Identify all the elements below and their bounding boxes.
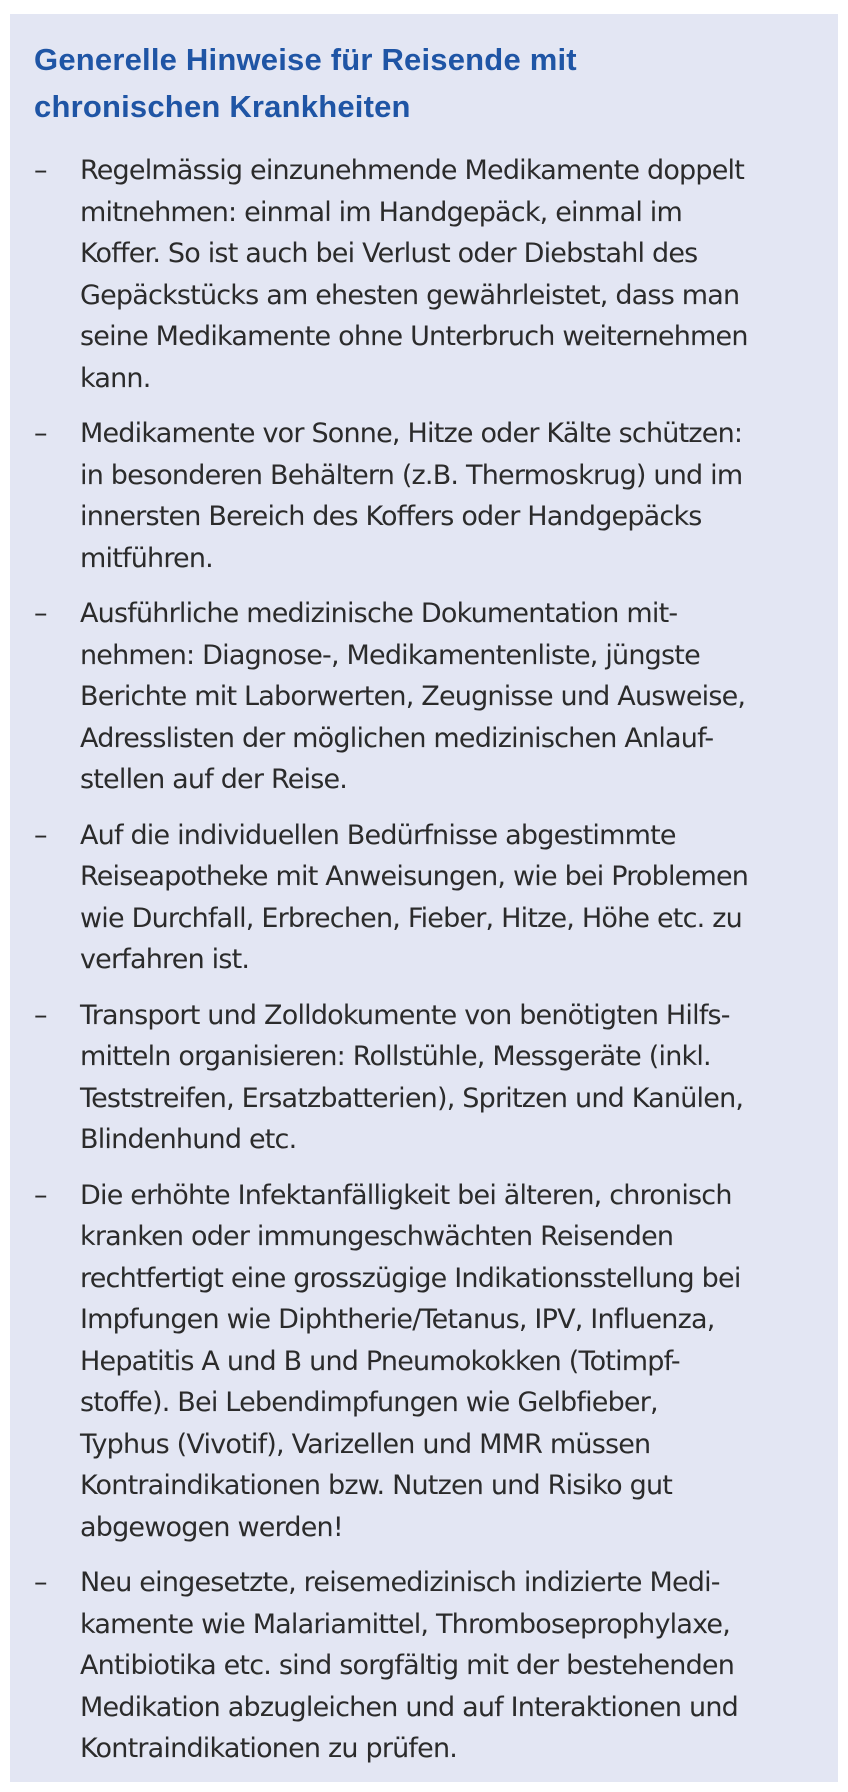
title-line: chronischen Krankheiten xyxy=(34,89,411,124)
item-line: Teststreifen, Ersatzbatterien), Spritzen und Kanülen, xyxy=(80,1082,744,1114)
item-line: Koffer. So ist auch bei Verlust oder Diebstahl des xyxy=(80,238,698,269)
item-line: wie Durchfall, Erbrechen, Fieber, Hitze, Höhe etc. zu xyxy=(80,902,742,934)
item-line: kann. xyxy=(80,362,151,394)
item-line: – Regelmässig einzunehmende Medikamente doppelt xyxy=(80,155,745,186)
item-line: Blindenhund etc. xyxy=(80,1124,297,1155)
hint-list xyxy=(34,150,810,1770)
item-line: Typhus (Vivotif), Varizellen und MMR müssen xyxy=(80,1428,651,1460)
list-item xyxy=(34,150,810,399)
item-line: Antibiotika etc. sind sorgfältig mit der bestehenden xyxy=(80,1650,735,1681)
item-line: abgewogen werden! xyxy=(80,1511,343,1543)
item-line: mitnehmen: einmal im Handgepäck, einmal im xyxy=(80,196,683,228)
item-line: Hepatitis A und B und Pneumokokken (Totimpf- xyxy=(80,1345,680,1377)
item-line: Kontraindikationen bzw. Nutzen und Risiko gut xyxy=(80,1470,673,1501)
item-line: innersten Bereich des Koffers oder Handgepäcks xyxy=(80,501,702,532)
item-line: Kontraindikationen zu prüfen. xyxy=(80,1733,458,1764)
item-line: – Transport und Zolldokumente von benötigten Hilfs- xyxy=(80,999,730,1031)
item-line: seine Medikamente ohne Unterbruch weiternehmen xyxy=(80,321,748,352)
item-line: mitführen. xyxy=(80,542,213,574)
info-box xyxy=(10,14,838,1782)
box-title xyxy=(34,36,810,130)
list-item xyxy=(34,593,810,801)
item-line: kamente wie Malariamittel, Thromboseprophylaxe, xyxy=(80,1608,731,1640)
item-line: – Auf die individuellen Bedürfnisse abgestimmte xyxy=(80,819,676,851)
item-line: – Neu eingesetzte, reisemedizinisch indizierte Medi- xyxy=(80,1567,720,1598)
title-line: Generelle Hinweise für Reisende mit xyxy=(34,42,577,77)
item-line: verfahren ist. xyxy=(80,944,250,975)
item-line: Reiseapotheke mit Anweisungen, wie bei Problemen xyxy=(80,861,749,892)
item-line: Medikation abzugleichen und auf Interaktionen und xyxy=(80,1691,738,1723)
list-item xyxy=(34,995,810,1161)
item-line: kranken oder immungeschwächten Reisenden xyxy=(80,1221,674,1252)
list-item xyxy=(34,815,810,981)
item-line: rechtfertigt eine grosszügige Indikationsstellung bei xyxy=(80,1262,741,1294)
item-line: stellen auf der Reise. xyxy=(80,764,348,795)
list-item xyxy=(34,1175,810,1549)
item-line: – Medikamente vor Sonne, Hitze oder Kälte schützen: xyxy=(80,418,743,449)
item-line: in besonderen Behältern (z.B. Thermoskrug) und im xyxy=(80,459,743,491)
item-line: Adresslisten der möglichen medizinischen Anlauf- xyxy=(80,722,714,754)
item-line: mitteln organisieren: Rollstühle, Messgeräte (inkl. xyxy=(80,1041,711,1072)
item-line: – Ausführliche medizinische Dokumentation mit- xyxy=(80,598,678,629)
list-item xyxy=(34,413,810,579)
item-line: Impfungen wie Diphtherie/Tetanus, IPV, Influenza, xyxy=(80,1304,715,1335)
item-line: Gepäckstücks am ehesten gewährleistet, dass man xyxy=(80,279,740,311)
list-item xyxy=(34,1562,810,1770)
item-line: – Die erhöhte Infektanfälligkeit bei älteren, chronisch xyxy=(80,1179,732,1211)
item-line: stoffe). Bei Lebendimpfungen wie Gelbfieber, xyxy=(80,1387,658,1418)
item-line: Berichte mit Laborwerten, Zeugnisse und Ausweise, xyxy=(80,681,746,712)
item-line: nehmen: Diagnose-, Medikamentenliste, jüngste xyxy=(80,639,700,671)
